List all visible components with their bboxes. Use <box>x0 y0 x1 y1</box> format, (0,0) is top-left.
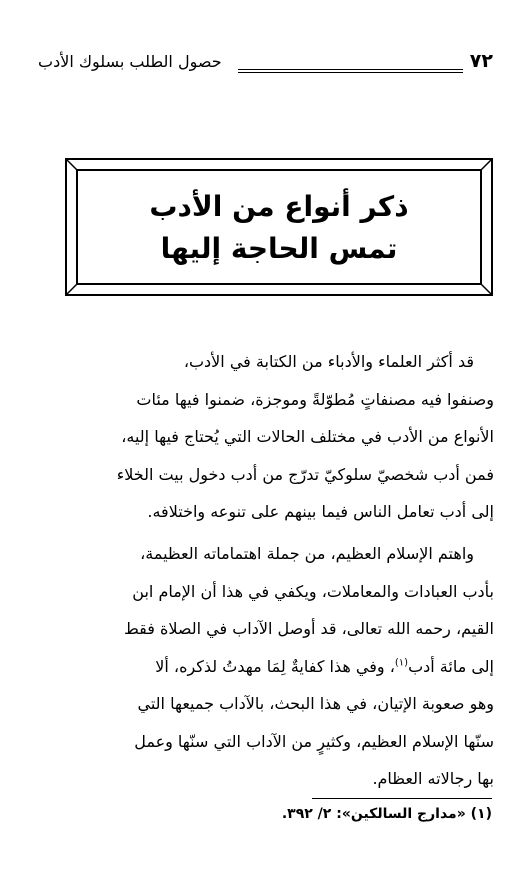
footnote-reference[interactable]: (١) <box>394 657 409 669</box>
footnote-text: «مدارج السالكين»: ٢/ ٣٩٢. <box>281 806 466 822</box>
paragraph-fragment: ، وفي هذا كفايةٌ لِمَا مهدتُ لذكره، ألا <box>155 656 395 676</box>
chapter-title-line-2: تمس الحاجة إليها <box>160 232 398 265</box>
footnote-divider <box>312 798 492 799</box>
paragraph-line: وهو صعوبة الإتيان، في هذا البحث، بالآداب جميعها التي <box>137 694 494 713</box>
paragraph-line: القيم، رحمه الله تعالى، قد أوصل الآداب في الصلاة فقط <box>123 619 494 638</box>
page-number: ٧٢ <box>469 50 493 72</box>
footnote-marker: (١) <box>470 806 492 822</box>
chapter-title-line-1: ذكر أنواع من الأدب <box>149 190 409 223</box>
paragraph-line: سنّها الإسلام العظيم، وكثيرٍ من الآداب التي سنّها وعمل <box>134 731 494 751</box>
chapter-title-frame <box>65 158 493 296</box>
paragraph-line: إلى أدب تعامل الناس فيما بينهم على تنوعه واختلافه. <box>147 502 494 521</box>
paragraph-line: فمن أدب شخصيّ سلوكيّ تدرّج من أدب دخول بيت الخلاء <box>116 464 494 484</box>
chapter-title <box>125 186 433 270</box>
paragraph-1 <box>38 343 494 531</box>
footnote <box>36 806 492 822</box>
paragraph-line: بأدب العبادات والمعاملات، ويكفي في هذا أن الإمام ابن <box>132 581 494 601</box>
paragraph-line: قد أكثر العلماء والأدباء من الكتابة في الأدب، <box>183 352 474 371</box>
paragraph-line: بها رجالاته العظام. <box>372 769 494 788</box>
paragraph-line: واهتم الإسلام العظيم، من جملة اهتماماته العظيمة، <box>140 544 474 563</box>
paragraph-line <box>38 648 494 686</box>
paragraph-fragment: إلى مائة أدب <box>408 656 494 676</box>
running-title: حصول الطلب بسلوك الأدب <box>38 52 222 71</box>
header-rule <box>238 69 463 73</box>
paragraph-2 <box>38 535 494 798</box>
page-header <box>38 50 493 78</box>
paragraph-line: وصنفوا فيه مصنفاتٍ مُطوّلةً وموجزة، ضمنوا فيها مئات <box>136 389 494 409</box>
paragraph-line: الأنواع من الأدب في مختلف الحالات التي يُحتاج فيها إليه، <box>121 427 494 446</box>
